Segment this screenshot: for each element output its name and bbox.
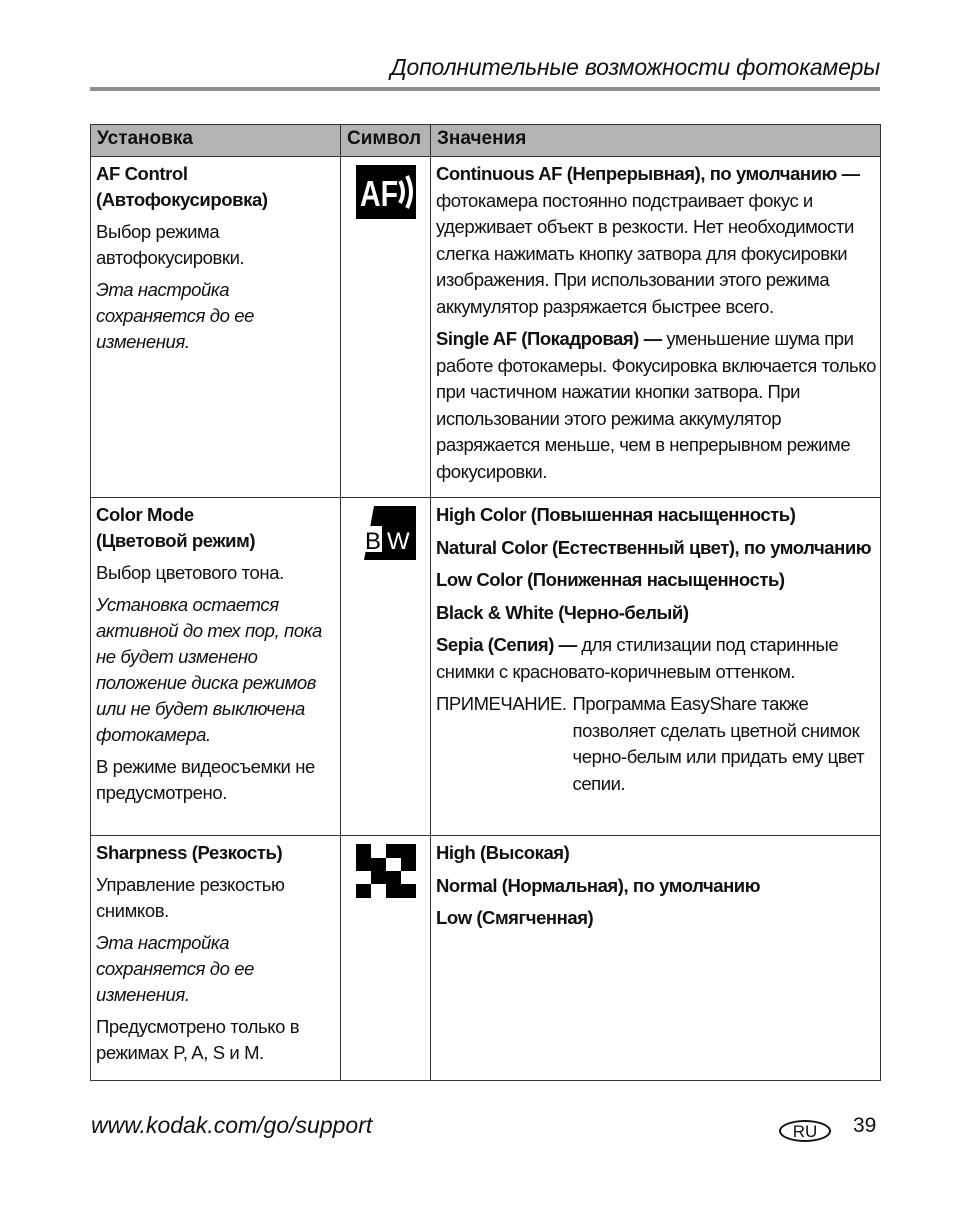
setting-subtitle: (Цветовой режим) — [96, 530, 256, 551]
sharpness-icon — [356, 844, 416, 898]
setting-title: Color Mode — [96, 504, 194, 525]
value-label: Single AF (Покадровая) — — [436, 328, 662, 349]
values-cell — [431, 157, 881, 498]
table-row — [91, 157, 881, 498]
value-text: фотокамера постоянно подстраивает фокус и удерживает объект в резкости. Нет необходимости слегка нажимать кнопку затвора для фокусировки изображения. При использовании этого режима аккумулятор разряжается быстрее всего. — [436, 189, 854, 317]
value-item: Natural Color (Естественный цвет), по умолчанию — [436, 536, 872, 558]
svg-text:AF: AF — [359, 173, 398, 214]
settings-table — [90, 124, 881, 1081]
language-badge: RU — [779, 1120, 831, 1142]
setting-note: Установка остается активной до тех пор, пока не будет изменено положение диска режимов или не будет выключена фотокамера. — [96, 594, 322, 745]
svg-text:W: W — [386, 528, 410, 555]
af-control-icon — [356, 165, 416, 219]
table-row — [91, 498, 881, 836]
symbol-cell — [341, 157, 431, 498]
value-text: для стилизации под старинные снимки с красновато-коричневым оттенком. — [436, 634, 839, 682]
header-divider — [90, 87, 880, 91]
setting-description: Выбор цветового тона. — [96, 562, 284, 583]
table-header-row — [91, 125, 881, 157]
setting-description: Управление резкостью снимков. — [96, 874, 285, 921]
setting-title: AF Control — [96, 163, 188, 184]
support-url: www.kodak.com/go/support — [91, 1112, 373, 1138]
table-row — [91, 836, 881, 1081]
page-number: 39 — [853, 1114, 877, 1137]
column-header-symbol: Символ — [341, 125, 431, 157]
setting-extra: Предусмотрено только в режимах P, A, S и M. — [96, 1016, 300, 1063]
values-cell — [431, 836, 881, 1081]
value-item: Normal (Нормальная), по умолчанию — [436, 874, 761, 896]
svg-text:B: B — [364, 528, 381, 555]
setting-subtitle: (Автофокусировка) — [96, 189, 268, 210]
symbol-cell — [341, 836, 431, 1081]
note-label: ПРИМЕЧАНИЕ. — [436, 693, 567, 714]
value-item: High (Высокая) — [436, 842, 570, 863]
value-text: уменьшение шума при работе фотокамеры. Фокусировка включается только при частичном нажатии кнопки затвора. При использовании этого режима аккумулятор разряжается меньше, чем в непрерывном режиме фокусировки. — [436, 328, 876, 482]
setting-cell — [91, 157, 341, 498]
value-item: Low (Смягченная) — [436, 907, 594, 928]
page-header-title: Дополнительные возможности фотокамеры — [390, 54, 880, 80]
setting-title: Sharpness (Резкость) — [96, 842, 283, 863]
setting-extra: В режиме видеосъемки не предусмотрено. — [96, 756, 315, 803]
value-item: High Color (Повышенная насыщенность) — [436, 504, 796, 525]
column-header-values: Значения — [431, 125, 881, 157]
setting-cell — [91, 498, 341, 836]
setting-description: Выбор режима автофокусировки. — [96, 221, 245, 268]
note-text: Программа EasyShare также позволяет сделать цветной снимок черно-белым или придать ему цвет сепии. — [572, 693, 865, 794]
value-label: Continuous AF (Непрерывная), по умолчанию — — [436, 163, 860, 184]
value-item — [436, 161, 876, 320]
value-item: Black & White (Черно-белый) — [436, 601, 689, 623]
value-label: Sepia (Сепия) — — [436, 634, 577, 655]
color-mode-bw-icon — [356, 506, 416, 560]
symbol-cell — [341, 498, 431, 836]
setting-cell — [91, 836, 341, 1081]
note-block — [436, 691, 876, 797]
values-cell — [431, 498, 881, 836]
value-item — [436, 632, 876, 685]
setting-note: Эта настройка сохраняется до ее изменения. — [96, 279, 255, 352]
setting-note: Эта настройка сохраняется до ее изменения. — [96, 932, 255, 1005]
value-item: Low Color (Пониженная насыщенность) — [436, 569, 785, 590]
column-header-setting: Установка — [91, 125, 341, 157]
value-item — [436, 326, 876, 485]
